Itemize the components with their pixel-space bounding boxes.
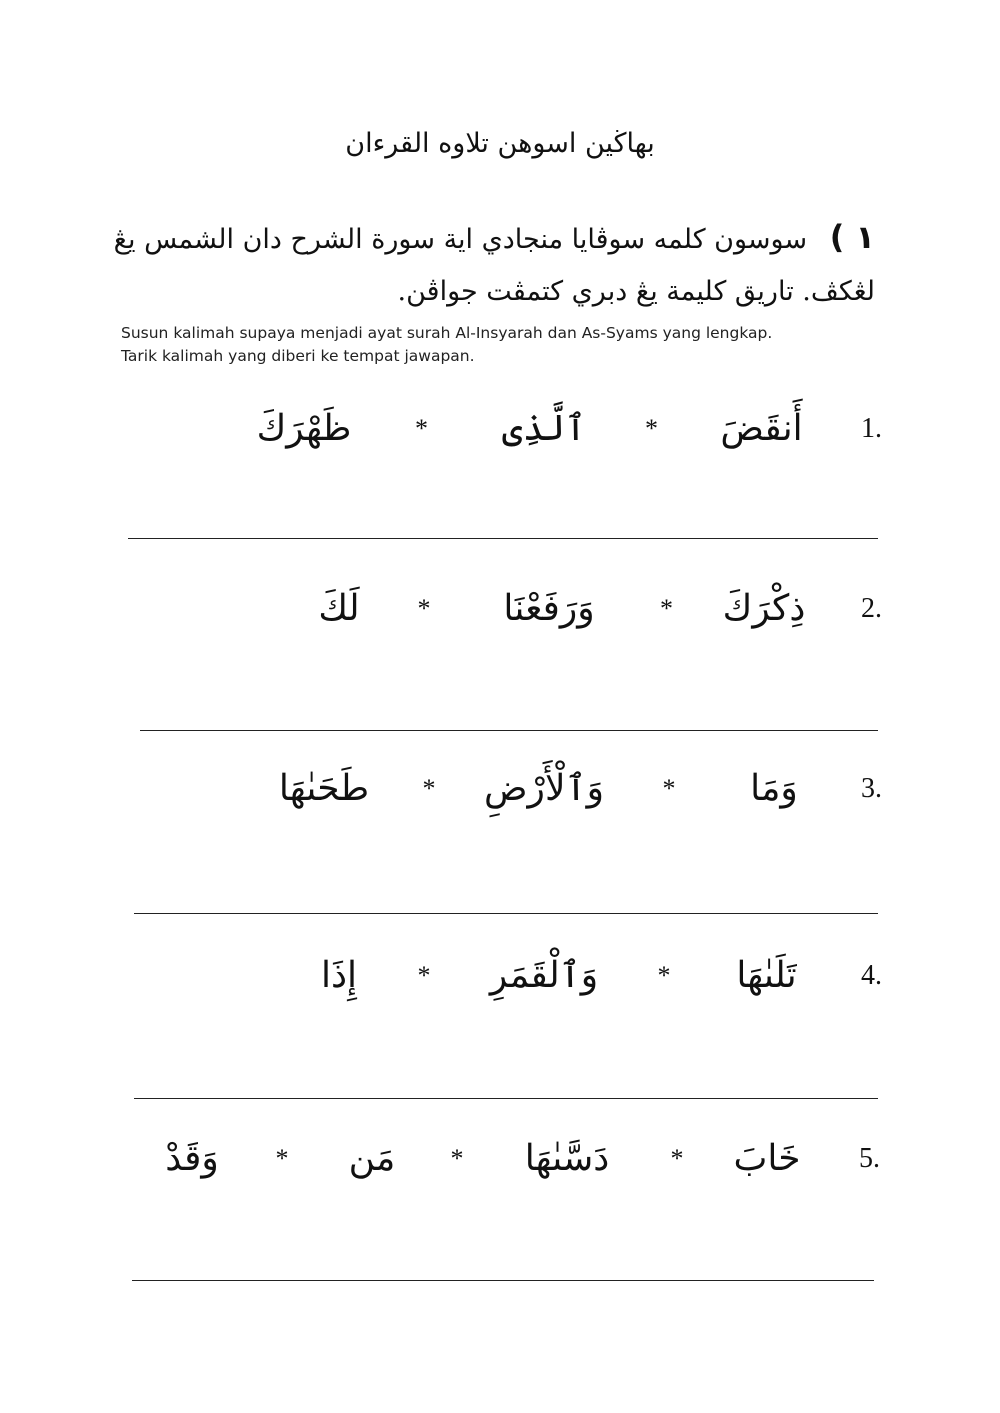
question-row-4: [299, 955, 882, 996]
answer-line-1[interactable]: [128, 538, 878, 539]
answer-line-2[interactable]: [140, 730, 878, 731]
word-tile[interactable]: ذِكْرَكَ: [722, 588, 806, 629]
word-tile[interactable]: إِذَا: [320, 955, 358, 996]
question-number-2: 2.: [861, 592, 882, 624]
word-tile[interactable]: أَنقَضَ: [720, 408, 803, 449]
word-tile[interactable]: ٱلَّذِى: [501, 408, 587, 449]
separator-star: *: [645, 413, 658, 443]
instruction-malay-line-2: Tarik kalimah yang diberi ke tempat jawapan.: [121, 347, 475, 365]
question-number-5: 5.: [859, 1142, 880, 1174]
question-number-1: 1.: [861, 412, 882, 444]
question-row-1: [249, 408, 882, 449]
word-tile[interactable]: وَٱلْقَمَرِ: [489, 955, 599, 996]
question-row-2: [299, 588, 882, 629]
word-tile[interactable]: مَن: [348, 1138, 396, 1179]
separator-star: *: [422, 773, 436, 803]
instruction-jawi-text-1: سوسون كلمه سوڤايا منجادي اية سورة الشرح دان الشمس يڠ: [113, 224, 808, 255]
separator-star: *: [417, 593, 431, 623]
separator-star: *: [415, 413, 428, 443]
word-tile[interactable]: ظَهْرَكَ: [256, 408, 352, 449]
instruction-jawi-line-1: [115, 218, 875, 256]
word-tile[interactable]: وَٱلْأَرْضِ: [484, 768, 604, 809]
instruction-malay-line-1: Susun kalimah supaya menjadi ayat surah Al-Insyarah dan As-Syams yang lengkap.: [121, 324, 773, 342]
question-row-5: [142, 1138, 880, 1179]
separator-star: *: [662, 773, 676, 803]
instruction-malay: [121, 322, 881, 368]
separator-star: *: [660, 593, 673, 623]
question-number-4: 4.: [861, 959, 882, 991]
word-tile[interactable]: لَكَ: [318, 588, 360, 629]
separator-star: *: [450, 1143, 464, 1173]
word-tile[interactable]: طَحَىٰهَا: [278, 768, 370, 809]
separator-star: *: [670, 1143, 684, 1173]
question-row-3: [264, 768, 882, 809]
separator-star: *: [657, 960, 671, 990]
separator-star: *: [275, 1143, 289, 1173]
question-number-3: 3.: [861, 772, 882, 804]
word-tile[interactable]: تَلَىٰهَا: [736, 955, 797, 996]
word-tile[interactable]: وَرَفَعْنَا: [503, 588, 595, 629]
word-tile[interactable]: وَقَدْ: [165, 1138, 219, 1179]
instruction-jawi-line-2: لڠكڤ. تاريق كليمة يڠ دبري كتمڤت جواڤن.: [397, 276, 875, 307]
word-tile[interactable]: خَابَ: [733, 1138, 801, 1179]
page-title: بهاڬين اسوهن تلاوه القرءان: [345, 128, 655, 159]
separator-star: *: [417, 960, 431, 990]
answer-line-3[interactable]: [134, 913, 878, 914]
question-number: ١ ): [829, 218, 875, 256]
answer-line-5[interactable]: [132, 1280, 874, 1281]
word-tile[interactable]: دَسَّىٰهَا: [524, 1138, 610, 1179]
word-tile[interactable]: وَمَا: [750, 768, 798, 809]
answer-line-4[interactable]: [134, 1098, 878, 1099]
